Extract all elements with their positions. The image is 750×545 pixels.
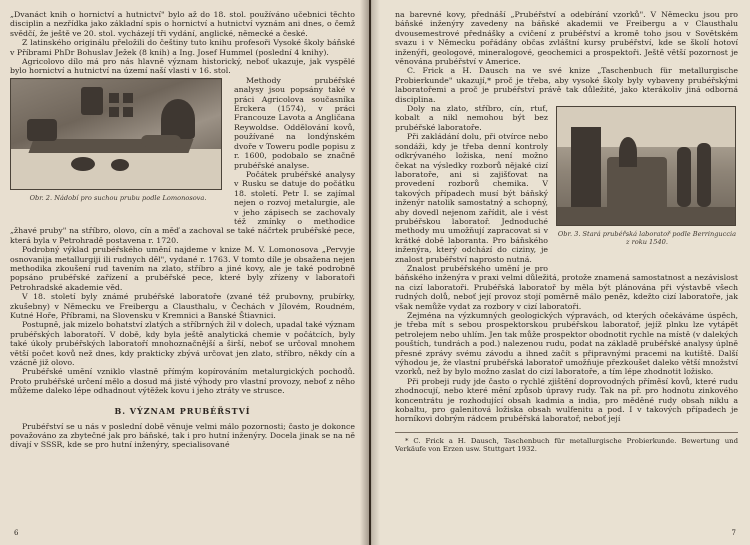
left-paragraph-6: Podrobný výklad prubéřského umění najdeme v knize M. V. Lomonosova „Pervyje osnovanija metallurgiji ili rudnych děl", vydané r. 1763. V tomto díle je obsažena nejen methodika zkoušení rud tavením na zlato, stříbro a jiné kovy, ale je také podrobně popsáno prubéřské zařízení a prubéřské pece, které byly zřízeny v laboratoři Petrohradské akademie věd. — [10, 245, 355, 292]
left-paragraph-1: „Dvanáct knih o hornictví a hutnictví" bylo až do 18. stol. používáno učebnici těchto disciplin a nezřídka jako základní spis o hornictví a hutnictví vyznám ani dnes, o čemž svědčí, že ještě ve 20. stol. vycházejí tři vydání, anglické, německé a české. — [10, 10, 355, 38]
left-paragraph-10: Prubéřství se u nás v poslední době věnuje velmi málo pozornosti; často je dokonce považováno za zbytečné jak pro báňské, tak i pro hutní inženýry. Docela jinak se na ně dívají v SSSR, kde se pro hutní inženýry, specialisované — [10, 421, 355, 450]
right-page — [371, 0, 750, 545]
left-paragraph-3: Agricolovo dílo má pro nás hlavně význam historický, neboť ukazuje, jak vyspělé bylo hornictví a hutnictví na území naší vlasti v 16. stol. — [10, 57, 355, 76]
right-paragraph-6: Zejména na výzkumných geologických výpravách, od kterých očekáváme úspěch, je třeba mít s sebou prospektorskou prubéřskou laboratoř, jejíž plnku lze vytápět petrolejem nebo uhlím. Jen tak může prospektor obodnotit rychle na místě (v dalekých pouštích, tundrách a pod.) nalezenou rudu, podat na základě prubéřské analysy úplně přesné zprávy svému závodu a ihned začít s připravnými pracemi na kutiště. Další výhodou je, že vlastní prubéřská laboratoř umožňuje přezkoušet daleko větší množství vzorků, než by bylo možno zaslat do cizí laboratoře, a tím lépe zhodnotit ložisko. — [395, 311, 738, 377]
right-paragraph-5: Znalost prubéřského umění je pro báňského inženýra v praxi velmi důležitá, protože znamená samostatnost a nezávislost na cizí laboratoři. Prubéřská laboratoř by měla být plánována při výstavbě všech rudných dolů, neboť její provoz stojí poměrně málo peněz, kdežto cizí laboratoře, jak však nemůže vydat za rozbory v cizí laboratoři. — [395, 263, 738, 311]
right-paragraph-7: Při probeji rudy jde často o rychlé zjištění doprovodných příměsí kovů, které rudu zhodnocují, nebo které mění způsob úpravy rudy. Tak na př. pro hodnotu zinkového koncentrátu je rozhodující obsah kadmia a india, pro měděné rudy obsah niklu a kobaltu, pro galenitová ložiska obsah wulfenitu a pod. I v takových případech je horníkovi dobrým rádcem prubéřská laboratoř, neboť její — [395, 376, 738, 424]
page-number-right: 7 — [731, 529, 736, 537]
left-paragraph-7: V 18. století byly známé prubéřské laboratoře (zvané též prubovny, prubírky, zkušebny) v Německu ve Freibergu a Clausthalu, v Čechách v Jílovém, Roudném, Kutné Hoře, Příbrami, na Slovensku v Kremnici a Banské Štiavnici. — [10, 292, 355, 320]
left-page — [0, 0, 369, 545]
left-paragraph-4: Methody prubéřské analysy jsou popsány také v práci Agricolova současníka Erckera (1574), v práci Francouze Lavota a Angličana Reywoldse. Oddělování kovů, používané na londýnském dvoře v Toweru podle popisu z r. 1600, podobalo se značně prubéřské analyse. — [234, 75, 355, 170]
right-paragraph-2: C. Frick a H. Dausch na ve své knize „Taschenbuch für metallurgische Probierkunde" ukazují,* proč je třeba, aby vysoké školy byly vybaveny prubéřskými laboratořemi a proč je prubéřství právě tak důležité, jako kterákoliv jiná odborná disciplina. — [395, 66, 738, 104]
figure-3 — [556, 106, 738, 268]
footnote: * C. Frick a H. Dausch, Taschenbuch für metallurgische Probierkunde. Bewertung und Verkäufe von Erzen usw. Stuttgart 1932. — [395, 432, 738, 454]
right-paragraph-4: Při zakládání dolu, při otvírce nebo sondáži, kdy je třeba denní kontroly odkrývaného ložiska, není možno čekat na výsledky rozborů nějaké cizí laboratoře, ani si zajišťovat na provedení rozborů chemika. V takových případech musí být báňský inženýr natolik samostatný a schopný, aby dovedl nejenom zařídit, ale i vést prubéřskou laboratoř. Jednoduché methody mu umožňují zapracovat si v krátké době laboranta. Pro báňského inženýra, který odchází do ciziny, je znalost prubéřství naprosto nutná. — [395, 132, 548, 264]
figure-3-illustration — [556, 106, 736, 226]
figure-2-caption: Obr. 2. Nádobí pro suchou prubu podle Lomonosova. — [29, 193, 207, 202]
figure-2 — [10, 78, 226, 218]
right-paragraph-3: Doly na zlato, stříbro, cín, rtuť, kobalt a nikl nemohou být bez prubéřské laboratoře. — [395, 104, 548, 132]
figure-2-illustration — [10, 78, 222, 190]
left-paragraph-8: Postupně, jak mizelo bohatství zlatých a stříbrných žil v dolech, upadal také význam prubéřských laboratoří. V době, kdy byla ještě analytická chemie v počátcích, byly také úkoly prubéřských laboratoří mnohoznačnější a širší, neboť se určoval mnohem větší počet kovů než dnes, kdy prakticky zbývá určovat jen zlato, stříbro, někdy cín a vzácně již olovo. — [10, 320, 355, 368]
section-heading: B. VÝZNAM PRUBÉŘSTVÍ — [114, 405, 251, 416]
page-number-left: 6 — [14, 529, 19, 537]
figure-3-caption: Obr. 3. Stará prubéřská laboratoř podle Berringuccia z roku 1540. — [557, 230, 737, 247]
book-gutter — [360, 0, 380, 545]
left-paragraph-9: Prubéřské umění vzniklo vlastně přímým kopírováním metalurgických pochodů. Proto prubéřské určení mělo a dosud má jisté výhody pro vlastní provozy, neboť z něho můžeme daleko lépe odhadnout výtěžek kovu i jeho ztráty ve strusce. — [10, 367, 355, 396]
left-paragraph-2: Z latinského originálu přeložili do češtiny tuto knihu profesoři Vysoké školy báňské v Příbrami PhDr Bohuslav Ježek (8 knih) a Ing. Josef Hummel (poslední 4 knihy). — [10, 38, 355, 57]
left-paragraph-5: Počátek prubéřské analysy v Rusku se datuje do počátku 18. století. Petr I. se zajímal nejen o rozvoj metalurgie, ale v jeho zápisech se zachovaly též zmínky o methodice „žhavé pruby" na stříbro, olovo, cín a měď a zachoval se také náčrtek prubéřské pece, která byla v Petrohradě postavena r. 1720. — [10, 169, 355, 245]
right-paragraph-1: na barevné kovy, přednáší „Prubéřství a odebírání vzorků". V Německu jsou pro báňské inženýry zavedeny na báňské akademii ve Freibergu a v Clausthalu dvousemestrové přednášky a cvičení z prubéřství a kromě toho jsou v Sovětském svazu i v Německu pořádány občas zvláštní kursy prubéřství, kde se školí hotoví inženýři, geologové, mineralogové, geochemici a prospektoři. Ještě větší pozornost je věnována prubéřství v Americe. — [395, 10, 738, 67]
